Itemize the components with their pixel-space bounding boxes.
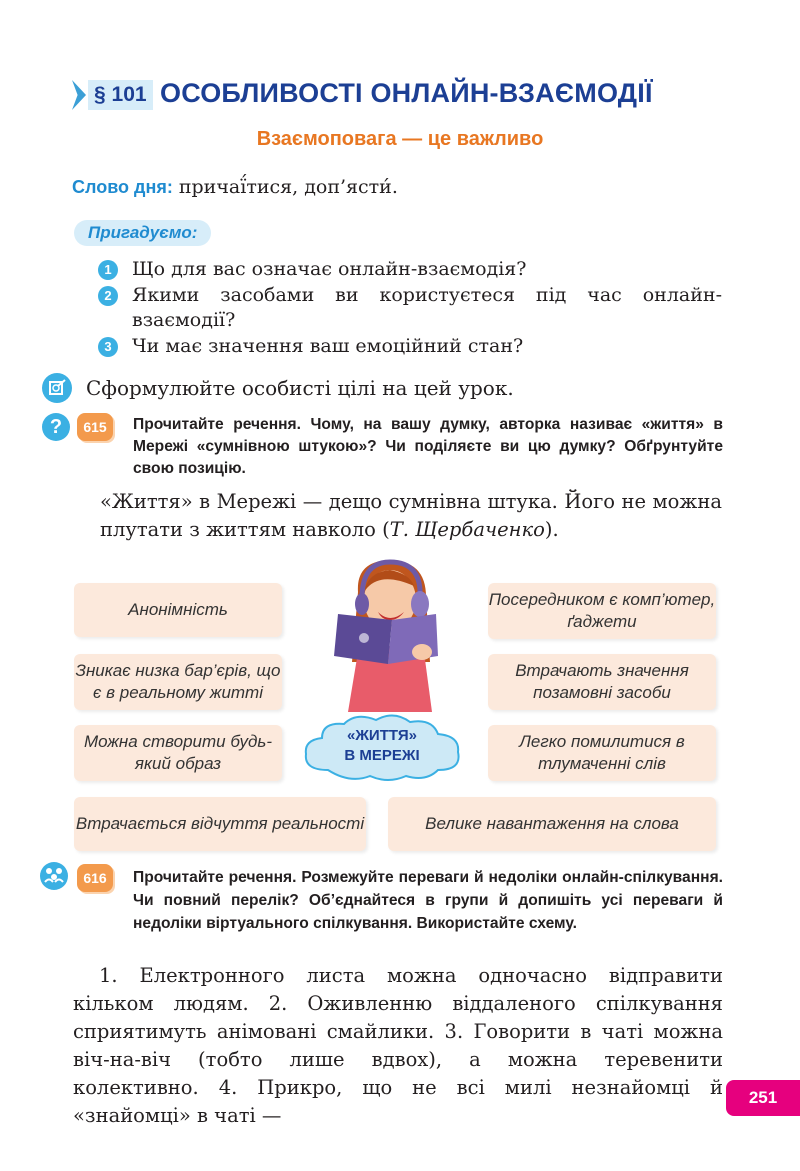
page-subtitle: Взаємоповага — це важливо bbox=[256, 128, 544, 150]
question-icon: ? bbox=[42, 413, 70, 441]
question-text: Що для вас означає онлайн-взаємодія? bbox=[132, 258, 527, 280]
scheme-center-label bbox=[298, 726, 466, 766]
word-of-day-words: причаї́тися, доп’ясти́. bbox=[178, 176, 398, 198]
word-of-day bbox=[72, 176, 398, 198]
goal-text: Сформулюйте особисті цілі на цей урок. bbox=[86, 376, 514, 400]
page-title: ОСОБЛИВОСТІ ОНЛАЙН-ВЗАЄМОДІЇ bbox=[160, 78, 653, 108]
scheme-box-bottom-2: Велике навантаження на слова bbox=[388, 797, 716, 851]
question-number-badge: 2 bbox=[98, 286, 118, 306]
page-number: 251 bbox=[726, 1080, 800, 1116]
exercise-615-quote bbox=[100, 488, 722, 544]
quote-author: Т. Щербаченко bbox=[389, 518, 545, 541]
list-item bbox=[98, 283, 722, 333]
section-tag bbox=[72, 80, 153, 110]
recall-question-list bbox=[98, 257, 722, 360]
exercise-616-text: 1. Електронного листа можна одночасно відправити кільком людям. 2. Оживленню віддаленого спілкування сприятимуть анімовані смайлики. 3. Говорити в чаті можна віч-на-віч (тобто лише вдвох), а можна теревенити колективно. 4. Прикро, що не всі милі незнайомці й «знайомці» в чаті — bbox=[73, 964, 723, 1127]
exercise-616-task: Прочитайте речення. Розмежуйте переваги й недоліки онлайн-спілкування. Чи повний перелік? Об’єднайтеся в групи й допишіть усі переваги й недоліки віртуального спілкування. Використайте схему. bbox=[133, 869, 723, 932]
scheme-box-bottom-1: Втрачається відчуття реальності bbox=[74, 797, 366, 851]
quote-text: «Життя» в Мережі — дещо сумнівна штука. Його не можна плутати з життям навколо ( bbox=[100, 490, 722, 541]
scheme-box-right-2: Втрачають значення позамовні засоби bbox=[488, 654, 716, 710]
scheme-box-right-3: Легко помилитися в тлумаченні слів bbox=[488, 725, 716, 781]
exercise-number-616: 616 bbox=[77, 864, 113, 892]
exercise-615-task: Прочитайте речення. Чому, на вашу думку, авторка називає «життя» в Мережі «сумнівною штукою»? Чи поділяєте ви цю думку? Обґрунтуйте свою позицію. bbox=[133, 416, 723, 477]
scheme-center-line-1: «ЖИТТЯ» bbox=[347, 727, 417, 744]
scheme-box-right-1: Посередником є комп’ютер, ґаджети bbox=[488, 583, 716, 639]
group-work-icon bbox=[40, 862, 68, 890]
question-text: Якими засобами ви користуєтеся під час онлайн-взаємодії? bbox=[132, 284, 722, 331]
recall-label: Пригадуємо: bbox=[74, 220, 211, 246]
list-item bbox=[98, 257, 722, 282]
scheme-box-left-2: Зникає низка бар’єрів, що є в реальному житті bbox=[74, 654, 282, 710]
scheme-center-line-2: В МЕРЕЖІ bbox=[344, 747, 420, 764]
goal-target-icon bbox=[42, 373, 72, 403]
scheme-box-left-1: Анонімність bbox=[74, 583, 282, 637]
list-item bbox=[98, 334, 722, 359]
word-of-day-label: Слово дня: bbox=[72, 177, 173, 197]
section-arrow-icon bbox=[72, 80, 86, 110]
section-number: § 101 bbox=[88, 80, 153, 110]
question-number-badge: 1 bbox=[98, 260, 118, 280]
question-number-badge: 3 bbox=[98, 337, 118, 357]
question-text: Чи має значення ваш емоційний стан? bbox=[132, 335, 524, 357]
exercise-number-615: 615 bbox=[77, 413, 113, 441]
quote-end: ). bbox=[544, 518, 559, 541]
girl-with-laptop-illustration bbox=[318, 552, 464, 712]
scheme-box-left-3: Можна створити будь-який образ bbox=[74, 725, 282, 781]
